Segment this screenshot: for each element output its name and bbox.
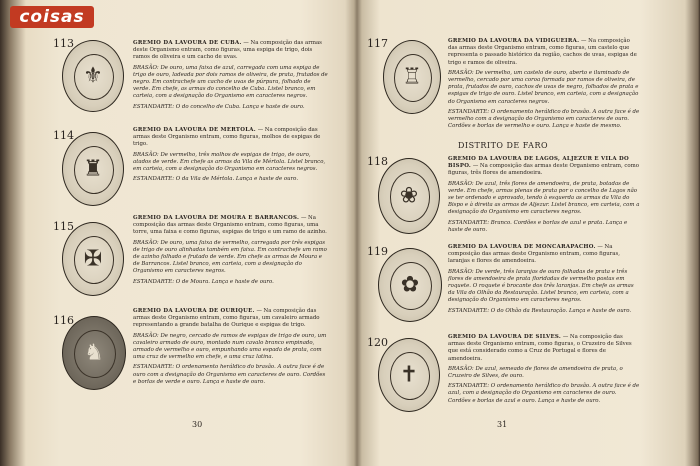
entry-text (448, 38, 640, 133)
entry-number: 120 (367, 336, 388, 349)
entry-number: 119 (367, 245, 388, 258)
coat-of-arms-mertola: ♜ (62, 132, 124, 206)
entry-standard: ESTANDARTE: O da Vila de Mértola. Lança e haste de ouro. (133, 176, 299, 183)
entry-text (448, 156, 640, 237)
page-number-left: 30 (192, 420, 203, 429)
entry-body: — Na composição das armas deste Organismo entram, como figuras, molhos de espigas de trigo. (133, 127, 321, 148)
entry-title: GREMIO DA LAVOURA DE MONCARAPACHO. (448, 244, 596, 250)
coat-of-arms-cuba: ⚜ (62, 40, 124, 112)
site-logo-badge: coisas (10, 6, 94, 28)
entry-number: 114 (53, 129, 74, 142)
entry-standard: ESTANDARTE: O ordenamento heráldico do brasão. A outra face é de ouro com a designação do Organismo em caracteres de ouro. Cordões e borlas de verde e ouro. Lança e haste de ouro. (133, 364, 326, 385)
entry-blazon: BRASÃO: De azul, semeado de flores de amendoeira de prata, o Cruzeiro de Silves, de ouro. (448, 365, 623, 380)
entry-title: GREMIO DA LAVOURA DE LAGOS, ALJEZUR E VILA DO BISPO. (448, 156, 630, 170)
section-title: DISTRITO DE FARO (458, 141, 549, 150)
entry-standard: ESTANDARTE: O do Olhão da Restauração. Lança e haste de ouro. (448, 307, 632, 314)
entry-title: GREMIO DA LAVOURA DA VIDIGUEIRA. (448, 38, 580, 44)
entry-body: — Na composição das armas deste Organismo entram, como figuras, um castelo que representa o passado histórico da região, cachos de uvas, espigas de trigo e ramos de oliveira. (448, 38, 637, 66)
entry-standard: ESTANDARTE: O de Moura. Lança e haste de ouro. (133, 278, 274, 285)
entry-body: — Na composição das armas deste Organismo entram, como figuras, o Cruzeiro de Silves que está considerado como a Cruz de Portugal e flores de amendoeira. (448, 334, 632, 362)
entry-standard: ESTANDARTE: O ordenamento heráldico do brasão. A outra face é de azul, com a designação do Organismo em caracteres de ouro. Cordões e borlas de azul e ouro. Lança e haste de ouro. (448, 383, 640, 404)
entry-standard: ESTANDARTE: O do concelho de Cuba. Lança e haste de ouro. (133, 103, 305, 110)
entry-standard: ESTANDARTE: O ordenamento heráldico do brasão. A outra face é de vermelho com a designação do Organismo em caracteres de ouro. Cordões e borlas de vermelho e ouro. Lança e haste de mesmo. (448, 108, 640, 130)
entry-blazon: BRASÃO: De vermelho, três molhos de espigas de trigo, de ouro, atados de verde. Em chefe as armas da Vila de Mértola. Listel branco, em carteia, com a designação do Organismo em caracteres negros. (133, 151, 326, 173)
coat-of-arms-moura: ✠ (62, 222, 124, 296)
entry-text (133, 40, 328, 114)
entry-number: 117 (367, 37, 388, 50)
entry-text (133, 308, 328, 389)
entry-blazon: BRASÃO: De verde, três laranjas de ouro folhadas de prata e três flores de amendoeira de prata floridadas de vermelho postas em roquete. O roquete é brocante dos três laranjas. Em chefe as armas da Vila do Olhão da Restauração. Listel branco, em carteia, com a designação do Organismo em caracteres negros. (448, 268, 634, 304)
entry-body: — Na composição das armas deste Organismo entram, como figuras, laranjas e flores de amendoeira. (448, 244, 620, 265)
entry-text (448, 334, 640, 408)
entry-body: — Na composição das armas deste Organismo entram, como figuras, três flores de amendoeira. (448, 163, 640, 177)
entry-blazon: BRASÃO: De azul, três flores de amendoeira, de prata, botadas de verde. Em chefe, armas plenas de prata por o concelho de Lagos não se ter ordenado e aprovado, tendo à esquerda as armas da Vila do Bispo e à direita as armas de Aljezur. Listel branco, em carteia, com a designação do Organismo em caracteres negros. (448, 180, 640, 216)
entry-text (133, 215, 328, 289)
entry-text (448, 244, 640, 318)
coat-of-arms-ourique: ♞ (62, 316, 126, 390)
entry-standard: ESTANDARTE: Branco. Cordões e borlas de azul e prata. Lança e haste de ouro. (448, 219, 628, 233)
entry-blazon: BRASÃO: De negro, cercado de ramos de espigas de trigo de ouro, um cavaleiro armado de ouro, montado num cavalo branco empinado, armado de vermelho e ouro, empunhando uma espada de prata, com uma cruz de vermelho em chefe, e uma cruz latina. (133, 332, 327, 361)
entry-title: GREMIO DA LAVOURA DE MERTOLA. (133, 127, 256, 133)
entry-number: 115 (53, 220, 74, 233)
entry-title: GREMIO DA LAVOURA DE SILVES. (448, 334, 562, 340)
entry-blazon: BRASÃO: De ouro, uma faixa de azul, carregada com uma espiga de trigo de ouro, ladeada por dois ramos de oliveira, de prata, frutados de negro. Em contrachefe um cacho de uvas de púrpura, folhado de verde. Em chefe, as armas do concelho de Cuba. Listel branco, em carteia, com a designação do Organismo em caracteres negros. (133, 64, 328, 100)
entry-body: — Na composição das armas deste Organismo entram, como figuras, uma espiga de trigo, dois ramos de oliveira e um cacho de uvas. (133, 40, 322, 61)
entry-blazon: BRASÃO: De vermelho, um castelo de ouro, aberto e iluminado de vermelho, cercado por uma coroa formada por ramos de oliveira, de prata, frutados de ouro, cachos de uvas de negro, folhados de prata e espigas de trigo de ouro. Listel branco, em carteia, com a designação do Organismo em caracteres negros. (448, 69, 639, 105)
entry-body: — Na composição das armas deste Organismo entram, como figuras, um cavaleiro armado representando a grande batalha de Ourique e espigas de trigo. (133, 308, 320, 329)
coat-of-arms-moncarapacho: ✿ (378, 248, 442, 322)
entry-title: GREMIO DA LAVOURA DE CUBA. (133, 40, 242, 46)
entry-title: GREMIO DA LAVOURA DE OURIQUE. (133, 308, 255, 314)
coat-of-arms-silves: ✝ (378, 338, 440, 412)
entry-number: 113 (53, 37, 74, 50)
page-number-right: 31 (497, 420, 508, 429)
entry-body: — Na composição das armas deste Organismo entram, como figuras, uma torre, uma faixa e como figuras, espigas de trigo e um ramo de azinho. (133, 215, 327, 236)
coat-of-arms-lagos: ❀ (378, 158, 440, 234)
entry-number: 118 (367, 155, 388, 168)
entry-blazon: BRASÃO: De ouro, uma faixa de vermelho, carregada por três espigas de trigo de ouro alinhadas também em faixa. Em contrachefe um ramo de azinho folhado e frutado de verde. Em chefe as armas de Moura e de Barrancos. Listel branco, em carteia, com a designação do Organismo em caracteres negros. (133, 239, 327, 275)
coat-of-arms-vidigueira: ♖ (383, 40, 441, 114)
entry-title: GREMIO DA LAVOURA DE MOURA E BARRANCOS. (133, 215, 300, 221)
entry-number: 116 (53, 314, 74, 327)
entry-text (133, 127, 328, 186)
